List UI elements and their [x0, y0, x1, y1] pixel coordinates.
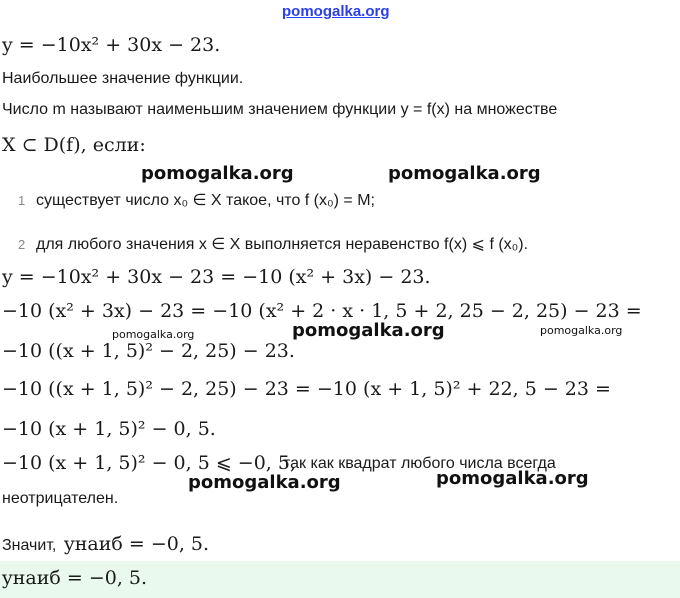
watermark: pomogalka.org — [188, 472, 341, 493]
solution-line: −10 (x² + 3x) − 23 = −10 (x² + 2 · x · 1, 5 + 2, 25 − 2, 25) − 23 = — [2, 300, 642, 322]
solution-line: −10 ((x + 1, 5)² − 2, 25) − 23. — [2, 340, 295, 362]
watermark: pomogalka.org — [436, 468, 589, 489]
watermark: pomogalka.org — [292, 320, 445, 341]
list-item-number: 2 — [18, 237, 26, 252]
list-item: существует число x₀ ∈ X такое, что f (x₀) = M; — [36, 192, 375, 209]
solution-line: y = −10x² + 30x − 23 = −10 (x² + 3x) − 23. — [2, 266, 431, 288]
answer-value: yнаиб = −0, 5. — [2, 567, 148, 589]
conclusion-label: Значит, — [2, 537, 57, 554]
explanation-text: так как квадрат любого числа всегда — [283, 455, 556, 472]
solution-inequality: −10 (x + 1, 5)² − 0, 5 ⩽ −0, 5, — [2, 452, 297, 474]
answer-box — [0, 561, 680, 598]
definition-text: Число m называют наименьшим значением функции y = f(x) на множестве — [2, 101, 558, 118]
definition-text-cont: X ⊂ D(f), если: — [2, 134, 146, 156]
watermark: pomogalka.org — [388, 163, 541, 184]
list-item-number: 1 — [18, 193, 26, 208]
section-heading: Наибольшее значение функции. — [2, 70, 244, 87]
function-definition: y = −10x² + 30x − 23. — [2, 34, 221, 56]
watermark: pomogalka.org — [112, 328, 195, 341]
list-item: для любого значения x ∈ X выполняется неравенство f(x) ⩽ f (x₀). — [36, 236, 529, 253]
conclusion-value: yнаиб = −0, 5. — [64, 533, 210, 555]
watermark: pomogalka.org — [540, 324, 623, 337]
solution-line: −10 ((x + 1, 5)² − 2, 25) − 23 = −10 (x + 1, 5)² + 22, 5 − 23 = — [2, 378, 611, 400]
solution-line: −10 (x + 1, 5)² − 0, 5. — [2, 418, 216, 440]
site-header-link[interactable]: pomogalka.org — [282, 3, 390, 20]
watermark: pomogalka.org — [141, 163, 294, 184]
explanation-text-cont: неотрицателен. — [2, 490, 119, 507]
